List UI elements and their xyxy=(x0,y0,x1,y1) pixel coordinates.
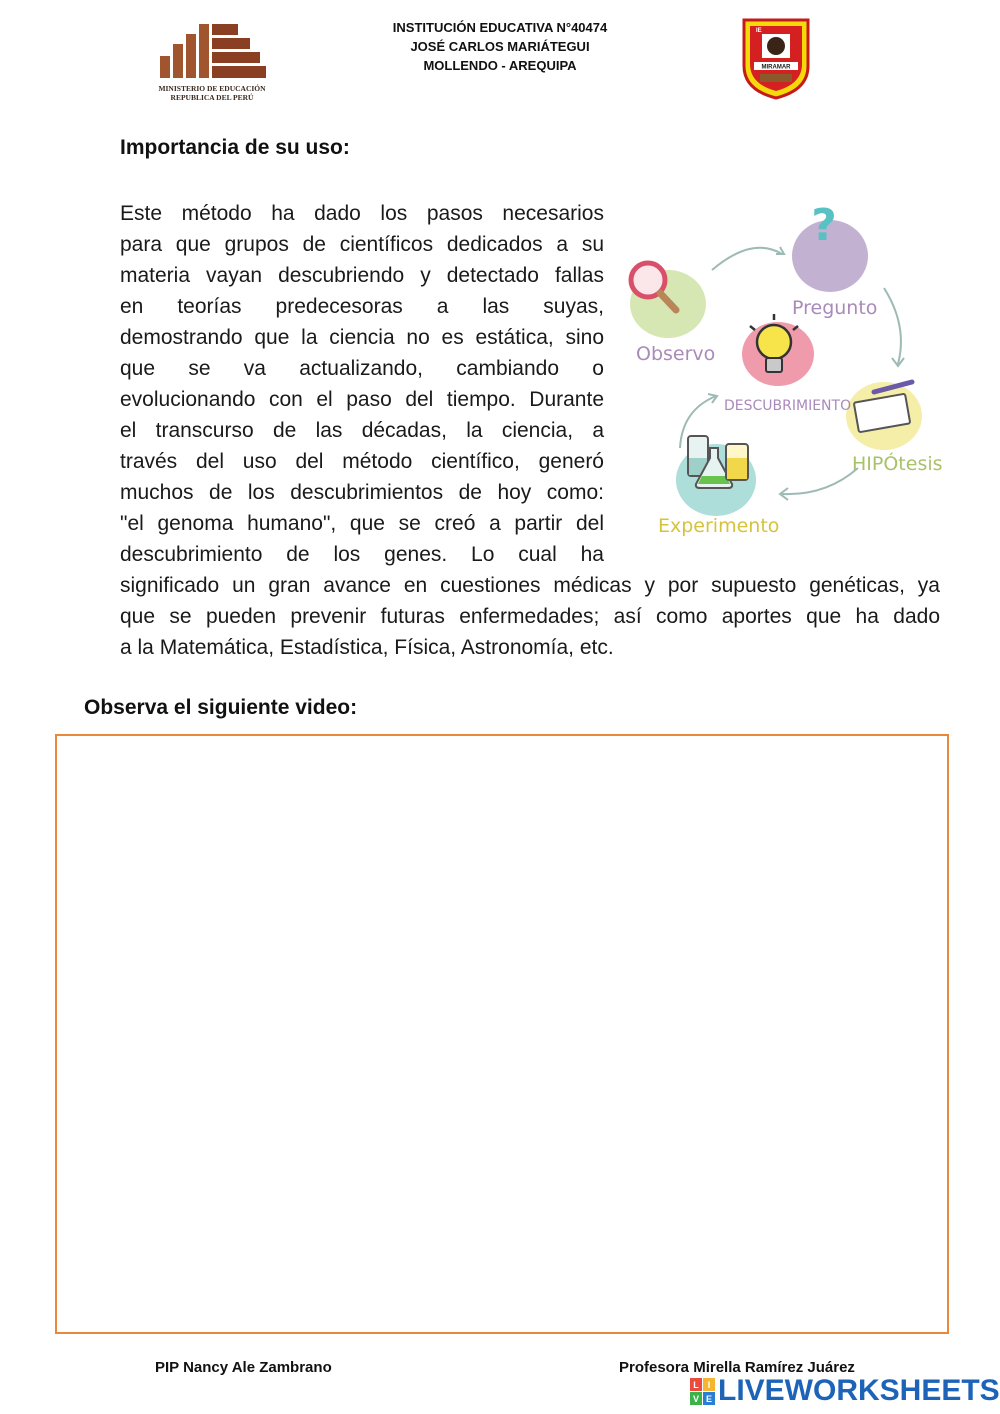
paragraph-line: en teorías predecesoras a las suyas, xyxy=(120,295,604,318)
liveworksheets-wordmark: LIVEWORKSHEETS xyxy=(718,1374,1000,1407)
ministry-logo-caption xyxy=(156,84,268,102)
arrow-observo-pregunto xyxy=(712,248,782,270)
logo-letter: I xyxy=(703,1378,715,1391)
shield-label-miramar: MIRAMAR xyxy=(761,64,791,71)
paragraph-line: "el genoma humano", que se creó a partir del xyxy=(120,512,604,535)
paragraph-line: para que grupos de científicos dedicados a su xyxy=(120,233,604,256)
paragraph-line: el transcurso de las décadas, la ciencia, a xyxy=(120,419,604,442)
paragraph-line: Este método ha dado los pasos necesarios xyxy=(120,202,604,225)
video-embed-area[interactable] xyxy=(55,734,949,1334)
paragraph-line: evolucionando con el paso del tiempo. Durante xyxy=(120,388,604,411)
label-experimento: Experimento xyxy=(658,515,780,537)
school-name-line-3: MOLLENDO - AREQUIPA xyxy=(423,58,577,73)
school-name-line-1: INSTITUCIÓN EDUCATIVA N°40474 xyxy=(392,20,608,35)
paragraph-line: que se va actualizando, cambiando o xyxy=(120,357,604,380)
arrow-hipotesis-experimento xyxy=(782,468,858,494)
paragraph-line: que se pueden prevenir futuras enfermedades; así como aportes que ha dado xyxy=(120,605,940,628)
paragraph-line: demostrando que la ciencia no es estática, sino xyxy=(120,326,604,349)
logo-letter: V xyxy=(690,1392,702,1405)
ministry-logo-bars-icon xyxy=(156,22,268,84)
importance-paragraph-bottom xyxy=(120,570,940,663)
lab-flasks-icon xyxy=(688,436,748,488)
paragraph-line: través del uso del método científico, generó xyxy=(120,450,604,473)
importance-paragraph-top xyxy=(120,198,604,570)
liveworksheets-brand xyxy=(690,1374,1000,1408)
liveworksheets-logo-icon xyxy=(690,1378,714,1404)
ministry-logo xyxy=(156,22,268,108)
arrow-pregunto-hipotesis xyxy=(884,288,901,364)
paragraph-line: a la Matemática, Estadística, Física, Astronomía, etc. xyxy=(120,636,614,659)
question-mark-icon xyxy=(811,200,837,251)
school-header xyxy=(330,18,670,75)
label-descubrimiento: DESCUBRIMIENTO xyxy=(724,398,852,414)
paragraph-line: materia vayan descubriendo y detectado fallas xyxy=(120,264,604,287)
footer-author-right: Profesora Mirella Ramírez Juárez xyxy=(619,1359,855,1376)
school-name-line-2: JOSÉ CARLOS MARIÁTEGUI xyxy=(410,39,590,54)
label-hipotesis: HIPÓtesis xyxy=(852,453,942,475)
school-shield-icon xyxy=(740,16,812,100)
logo-letter: L xyxy=(690,1378,702,1391)
shield-label-ie: IE xyxy=(756,28,762,34)
paragraph-line: muchos de los descubrimientos de hoy como: xyxy=(120,481,604,504)
label-pregunto: Pregunto xyxy=(792,297,878,319)
paragraph-line: descubrimiento de los genes. Lo cual ha xyxy=(120,543,604,566)
section-title-video: Observa el siguiente video: xyxy=(84,696,358,719)
svg-text:?: ? xyxy=(811,200,837,251)
section-title-importance: Importancia de su uso: xyxy=(120,136,350,159)
ministry-logo-line-2: REPUBLICA DEL PERÚ xyxy=(170,93,254,102)
paragraph-line: significado un gran avance en cuestiones médicas y por supuesto genéticas, ya xyxy=(120,574,940,597)
ministry-logo-line-1: MINISTERIO DE EDUCACIÓN xyxy=(158,84,266,93)
scientific-method-diagram xyxy=(612,196,942,546)
logo-letter: E xyxy=(703,1392,715,1405)
footer-author-left: PIP Nancy Ale Zambrano xyxy=(155,1359,332,1376)
label-observo: Observo xyxy=(636,343,716,365)
